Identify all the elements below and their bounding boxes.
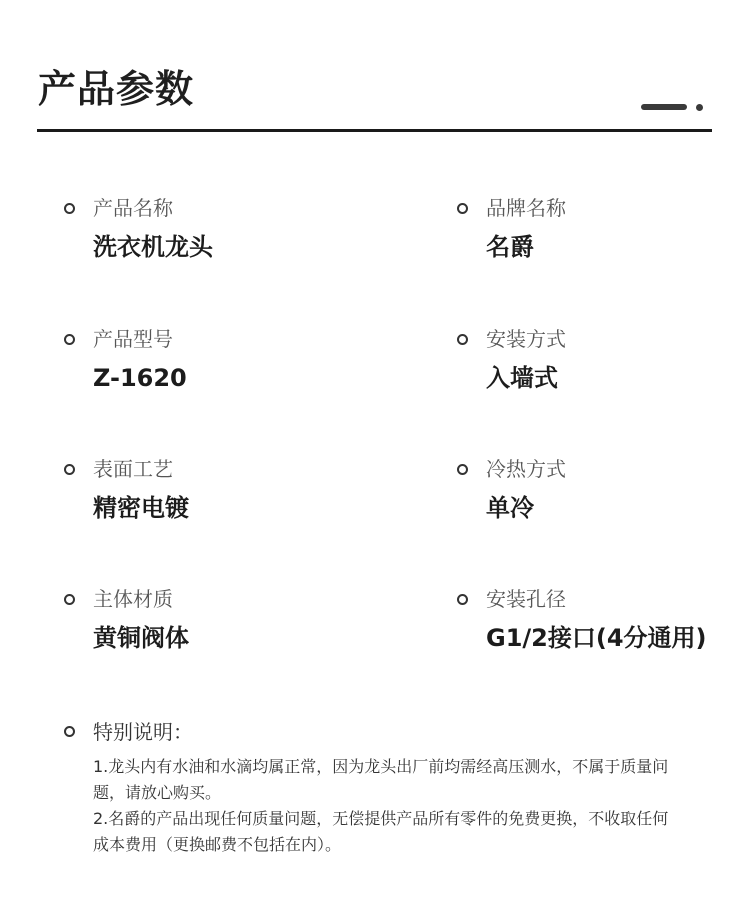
spec-label: 品牌名称 (486, 196, 566, 220)
note-line: 题，请放心购买。 (93, 783, 222, 802)
spec-value: G1/2接口(4分通用) (486, 624, 707, 652)
spec-label: 产品型号 (93, 327, 173, 351)
spec-label: 冷热方式 (486, 457, 566, 481)
circle-bullet-icon (64, 334, 75, 345)
spec-value: Z-1620 (93, 364, 187, 392)
note-line: 1.龙头内有水油和水滴均属正常，因为龙头出厂前均需经高压测水，不属于质量问 (93, 757, 669, 776)
page-title: 产品参数 (38, 67, 195, 111)
spec-value: 入墙式 (486, 364, 558, 392)
spec-value: 精密电镀 (93, 494, 189, 522)
note-line: 2.名爵的产品出现任何质量问题，无偿提供产品所有零件的免费更换，不收取任何 (93, 809, 669, 828)
decorative-bar (641, 104, 687, 110)
note-line: 成本费用（更换邮费不包括在内）。 (93, 835, 342, 854)
spec-value: 名爵 (486, 233, 534, 261)
circle-bullet-icon (457, 594, 468, 605)
spec-label: 安装方式 (486, 327, 566, 351)
circle-bullet-icon (64, 726, 75, 737)
circle-bullet-icon (457, 203, 468, 214)
spec-value: 黄铜阀体 (93, 624, 189, 652)
spec-value: 单冷 (486, 494, 534, 522)
circle-bullet-icon (457, 464, 468, 475)
spec-label: 主体材质 (93, 587, 173, 611)
spec-label: 表面工艺 (93, 457, 173, 481)
decorative-dot (696, 104, 703, 111)
circle-bullet-icon (64, 594, 75, 605)
notes-title: 特别说明： (93, 720, 193, 744)
header-divider (37, 129, 712, 132)
spec-label: 安装孔径 (486, 587, 566, 611)
spec-label: 产品名称 (93, 196, 173, 220)
spec-value: 洗衣机龙头 (93, 233, 213, 261)
circle-bullet-icon (457, 334, 468, 345)
notes-body (93, 754, 713, 858)
circle-bullet-icon (64, 203, 75, 214)
circle-bullet-icon (64, 464, 75, 475)
